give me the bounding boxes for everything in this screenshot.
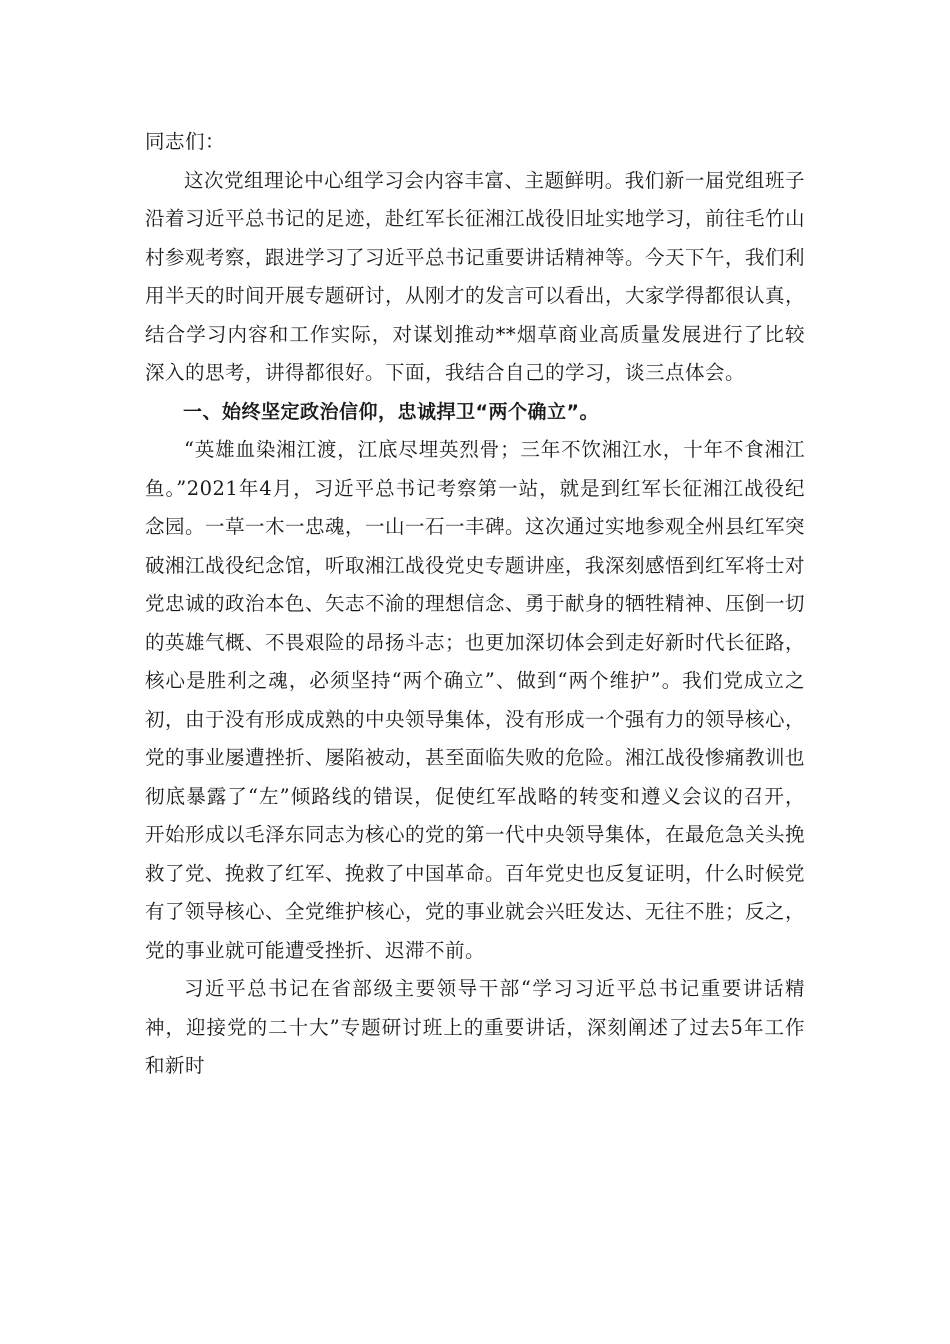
section-1-paragraph-2: 习近平总书记在省部级主要领导干部“学习习近平总书记重要讲话精神，迎接党的二十大”专题研讨班上的重要讲话，深刻阐述了过去5年工作和新时 bbox=[145, 977, 805, 1077]
section-1-paragraph-1: “英雄血染湘江渡，江底尽埋英烈骨；三年不饮湘江水，十年不食湘江鱼。”2021年4月，习近平总书记考察第一站，就是到红军长征湘江战役纪念园。一草一木一忠魂，一山一石一丰碑。这次通过实地参观全州县红军突破湘江战役纪念馆，听取湘江战役党史专题讲座，我深刻感悟到红军将士对党忠诚的政治本色、矢志不渝的理想信念、勇于献身的牺牲精神、压倒一切的英雄气概、不畏艰险的昂扬斗志；也更加深切体会到走好新时代长征路，核心是胜利之魂，必须坚持“两个确立”、做到“两个维护”。我们党成立之初，由于没有形成成熟的中央领导集体，没有形成一个强有力的领导核心，党的事业屡遭挫折、屡陷被动，甚至面临失败的危险。湘江战役惨痛教训也彻底暴露了“左”倾路线的错误，促使红军战略的转变和遵义会议的召开，开始形成以毛泽东同志为核心的党的第一代中央领导集体，在最危急关头挽救了党、挽救了红军、挽救了中国革命。百年党史也反复证明，什么时候党有了领导核心、全党维护核心，党的事业就会兴旺发达、无往不胜；反之，党的事业就可能遭受挫折、迟滞不前。 bbox=[145, 438, 806, 962]
document-body bbox=[145, 123, 805, 1086]
section-heading-1: 一、始终坚定政治信仰，忠诚捍卫“两个确立”。 bbox=[183, 400, 599, 423]
salutation: 同志们： bbox=[145, 130, 226, 153]
intro-paragraph: 这次党组理论中心组学习会内容丰富、主题鲜明。我们新一届党组班子沿着习近平总书记的足迹，赴红军长征湘江战役旧址实地学习，前往毛竹山村参观考察，跟进学习了习近平总书记重要讲话精神等。今天下午，我们利用半天的时间开展专题研讨，从刚才的发言可以看出，大家学得都很认真，结合学习内容和工作实际，对谋划推动**烟草商业高质量发展进行了比较深入的思考，讲得都很好。下面，我结合自己的学习，谈三点体会。 bbox=[145, 168, 806, 384]
